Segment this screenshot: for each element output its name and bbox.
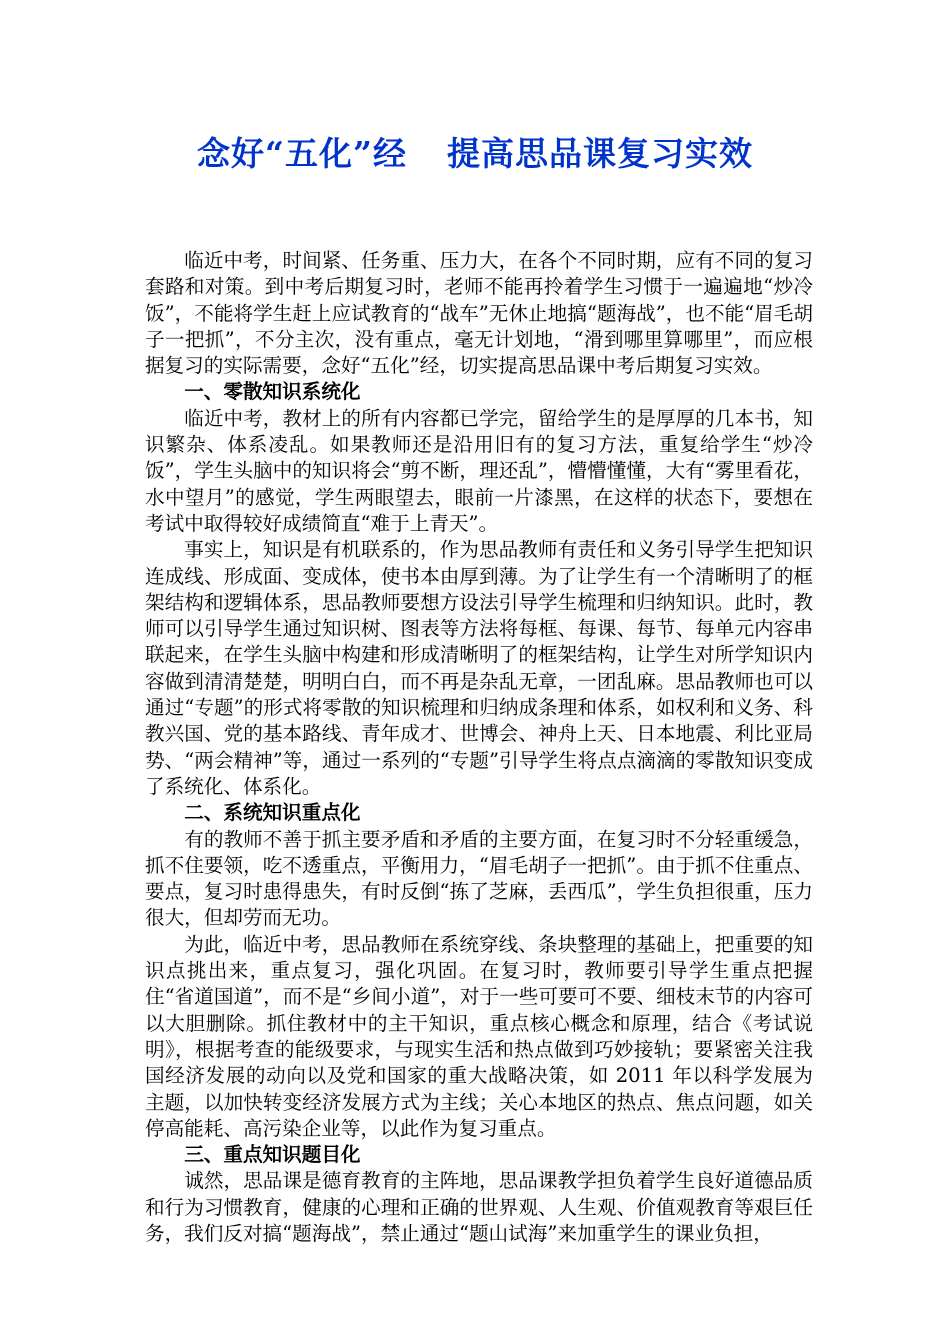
section-heading-3: 三、重点知识题目化: [184, 1143, 361, 1167]
section-1-paragraph-2: 事实上，知识是有机联系的，作为思品教师有责任和义务引导学生把知识连成线、形成面、变成体，使书本由厚到薄。为了让学生有一个清晰明了的框架结构和逻辑体系，思品教师要想方设法引导学生梳理和归纳知识。此时，教师可以引导学生通过知识树、图表等方法将每框、每课、每节、每单元内容串联起来，在学生头脑中构建和形成清晰明了的框架结构，让学生对所学知识内容做到清清楚楚，明明白白，而不再是杂乱无章，一团乱麻。思品教师也可以通过“专题”的形式将零散的知识梳理和归纳成条理和体系，如权利和义务、科教兴国、党的基本路线、青年成才、世博会、神舟上天、日本地震、利比亚局势、“两会精神”等，通过一系列的“专题”引导学生将点点滴滴的零散知识变成了系统化、体系化。: [145, 538, 813, 798]
section-2-paragraph-1: 有的教师不善于抓主要矛盾和矛盾的主要方面，在复习时不分轻重缓急，抓不住要领，吃不透重点，平衡用力，“眉毛胡子一把抓”。由于抓不住重点、要点，复习时患得患失，有时反倒“拣了芝麻，丢西瓜”，学生负担很重，压力很大，但却劳而无功。: [145, 827, 813, 930]
section-2-paragraph-2: 为此，临近中考，思品教师在系统穿线、条块整理的基础上，把重要的知识点挑出来，重点复习，强化巩固。在复习时，教师要引导学生重点把握住“省道国道”，而不是“乡间小道”，对于一些可要可不要、细枝末节的内容可以大胆删除。抓住教材中的主干知识，重点核心概念和原理，结合《考试说明》，根据考查的能级要求，与现实生活和热点做到巧妙接轨；要紧密关注我国经济发展的动向以及党和国家的重大战略决策，如 2011 年以科学发展为主题，以加快转变经济发展方式为主线；关心本地区的热点、焦点问题，如关停高能耗、高污染企业等，以此作为复习重点。: [145, 932, 813, 1140]
section-heading-2: 二、系统知识重点化: [184, 801, 361, 825]
title-part-1: 念好“五化”经: [197, 134, 407, 173]
section-heading-1: 一、零散知识系统化: [184, 380, 361, 404]
intro-paragraph: 临近中考，时间紧、任务重、压力大，在各个不同时期，应有不同的复习套路和对策。到中考后期复习时，老师不能再拎着学生习惯于一遍遍地“炒冷饭”，不能将学生赶上应试教育的“战车”无休止地搞“题海战”，也不能“眉毛胡子一把抓”，不分主次，没有重点，毫无计划地，“滑到哪里算哪里”，而应根据复习的实际需要，念好“五化”经，切实提高思品课中考后期复习实效。: [145, 249, 813, 378]
section-3-paragraph-1: 诚然，思品课是德育教育的主阵地，思品课教学担负着学生良好道德品质和行为习惯教育，健康的心理和正确的世界观、人生观、价值观教育等艰巨任务，我们反对搞“题海战”，禁止通过“题山试海”来加重学生的课业负担，: [145, 1169, 813, 1245]
document-body: [145, 248, 813, 1247]
title-part-2: 提高思品课复习实效: [446, 134, 753, 173]
section-1-paragraph-1: 临近中考，教材上的所有内容都已学完，留给学生的是厚厚的几本书，知识繁杂、体系凌乱。如果教师还是沿用旧有的复习方法，重复给学生“炒冷饭”，学生头脑中的知识将会“剪不断，理还乱”，懵懵懂懂，大有“雾里看花，水中望月”的感觉，学生两眼望去，眼前一片漆黑，在这样的状态下，要想在考试中取得较好成绩简直“难于上青天”。: [145, 406, 813, 535]
document-title: [0, 128, 950, 175]
